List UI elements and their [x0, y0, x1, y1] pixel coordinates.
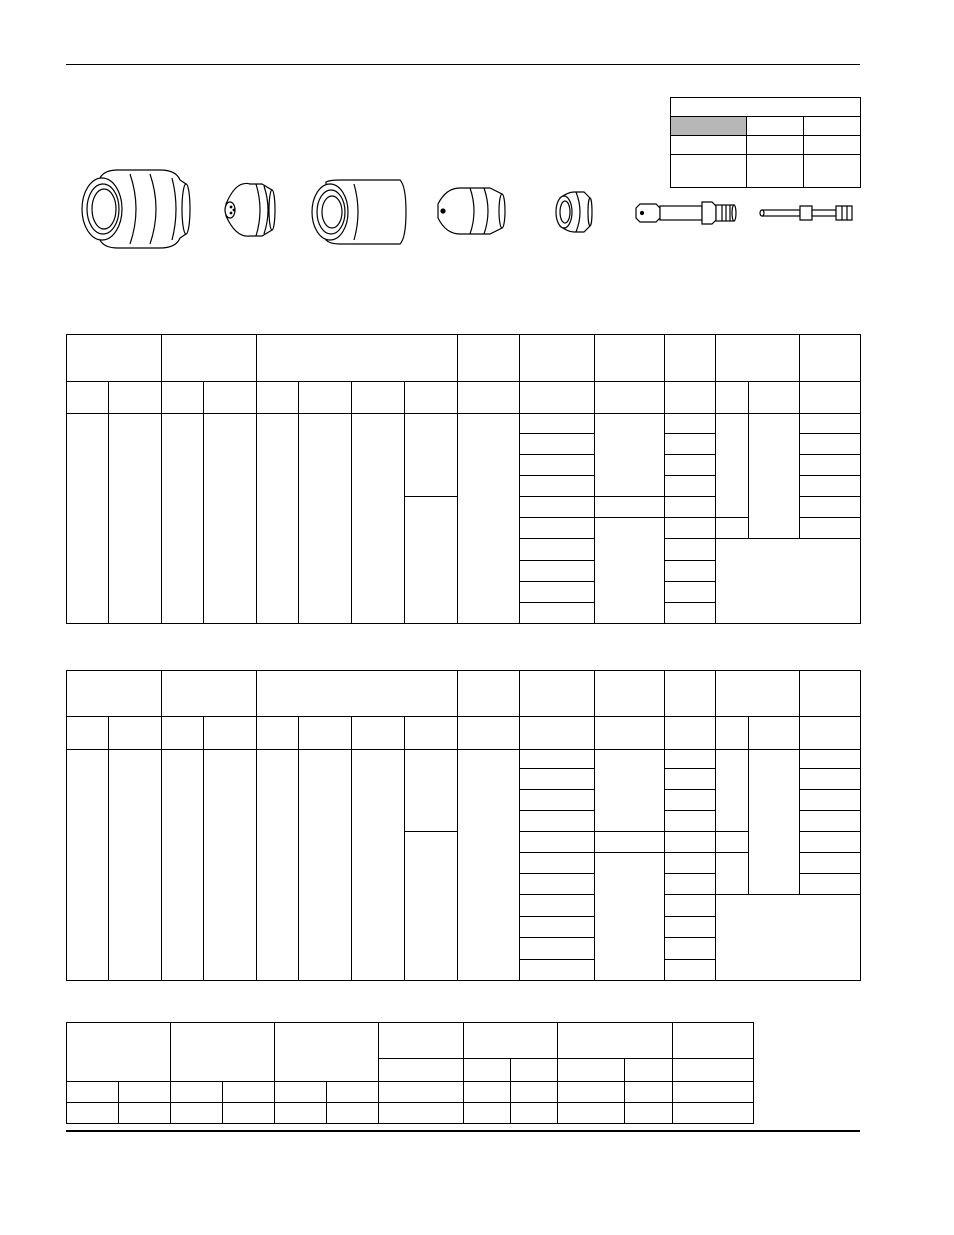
subheader-cell	[162, 382, 204, 414]
data-cell	[665, 539, 716, 561]
data-cell	[800, 832, 861, 853]
data-cell	[67, 414, 109, 624]
subheader-cell	[67, 382, 109, 414]
data-cell	[67, 750, 109, 981]
subheader-cell	[204, 382, 257, 414]
data-cell	[800, 750, 861, 769]
header-cell	[665, 335, 716, 382]
data-cell	[665, 895, 716, 917]
data-cell	[511, 1103, 558, 1124]
data-cell	[595, 414, 665, 497]
data-cell	[171, 1082, 223, 1103]
legend-title-cell	[671, 98, 861, 117]
data-cell	[223, 1082, 275, 1103]
retaining-cap-icon	[82, 170, 190, 248]
subheader-cell	[520, 382, 595, 414]
header-cell	[379, 1023, 464, 1059]
data-cell	[595, 853, 665, 981]
subheader-cell	[458, 382, 520, 414]
subheader-cell	[257, 717, 299, 750]
header-cell	[520, 335, 595, 382]
data-cell	[665, 582, 716, 603]
nozzle-icon	[438, 188, 505, 234]
data-cell	[595, 497, 665, 518]
header-cell	[67, 671, 162, 717]
data-cell	[716, 895, 861, 981]
footer-rule	[66, 1130, 860, 1132]
subheader-cell	[204, 717, 257, 750]
header-rule	[66, 64, 860, 65]
data-cell	[379, 1082, 464, 1103]
data-cell	[520, 790, 595, 811]
data-cell	[716, 539, 861, 624]
data-cell	[299, 750, 352, 981]
header-cell	[520, 671, 595, 717]
data-cell	[67, 1082, 119, 1103]
data-cell	[673, 1082, 754, 1103]
subheader-cell	[595, 717, 665, 750]
data-cell	[665, 811, 716, 832]
data-cell	[352, 750, 405, 981]
data-cell	[665, 790, 716, 811]
header-cell	[716, 671, 800, 717]
data-cell	[665, 874, 716, 895]
header-cell	[800, 671, 861, 717]
data-cell	[520, 561, 595, 582]
legend-shaded-cell	[671, 117, 747, 136]
data-cell	[327, 1082, 379, 1103]
data-cell	[665, 938, 716, 960]
subheader-cell	[665, 717, 716, 750]
data-cell	[665, 455, 716, 476]
data-cell	[464, 1082, 511, 1103]
header-cell	[716, 335, 800, 382]
data-cell	[665, 434, 716, 455]
subheader-cell	[520, 717, 595, 750]
data-cell	[665, 414, 716, 434]
data-cell	[520, 497, 595, 518]
subheader-cell	[665, 382, 716, 414]
data-cell	[405, 497, 458, 624]
data-cell	[716, 832, 749, 853]
data-cell	[458, 414, 520, 624]
header-cell	[458, 671, 520, 717]
subheader-cell	[109, 382, 162, 414]
data-cell	[405, 414, 458, 497]
data-cell	[673, 1103, 754, 1124]
header-cell	[665, 671, 716, 717]
header-cell	[171, 1023, 275, 1082]
data-cell	[665, 561, 716, 582]
header-cell	[257, 335, 458, 382]
data-cell	[665, 518, 716, 539]
consumables-illustration	[0, 160, 954, 260]
header-cell	[162, 335, 257, 382]
data-cell	[716, 414, 749, 518]
data-cell	[520, 853, 595, 874]
data-cell	[162, 750, 204, 981]
data-cell	[665, 476, 716, 497]
data-cell	[800, 518, 861, 539]
subheader-cell	[511, 1059, 558, 1082]
header-cell	[464, 1023, 558, 1059]
data-cell	[458, 750, 520, 981]
header-cell	[595, 671, 665, 717]
data-cell	[800, 455, 861, 476]
header-cell	[595, 335, 665, 382]
data-cell	[800, 497, 861, 518]
data-cell	[595, 832, 665, 853]
data-cell	[800, 811, 861, 832]
data-cell	[379, 1103, 464, 1124]
swirl-ring-icon	[556, 192, 592, 232]
data-cell	[665, 497, 716, 518]
data-cell	[665, 960, 716, 981]
header-cell	[67, 335, 162, 382]
data-cell	[520, 518, 595, 539]
subheader-cell	[162, 717, 204, 750]
legend-cell	[671, 136, 747, 155]
data-cell	[257, 750, 299, 981]
header-cell	[458, 335, 520, 382]
header-cell	[67, 1023, 171, 1082]
data-cell	[520, 414, 595, 434]
subheader-cell	[352, 717, 405, 750]
data-cell	[520, 603, 595, 624]
data-cell	[520, 960, 595, 981]
subheader-cell	[299, 382, 352, 414]
data-cell	[665, 750, 716, 769]
data-cell	[520, 811, 595, 832]
subheader-cell	[716, 382, 749, 414]
header-cell	[800, 335, 861, 382]
parts-table-1	[66, 334, 861, 624]
data-cell	[800, 769, 861, 790]
subheader-cell	[379, 1059, 464, 1082]
data-cell	[520, 917, 595, 938]
data-cell	[162, 414, 204, 624]
subheader-cell	[595, 382, 665, 414]
header-cell	[673, 1023, 754, 1059]
data-cell	[520, 769, 595, 790]
data-cell	[520, 750, 595, 769]
data-cell	[511, 1082, 558, 1103]
data-cell	[520, 455, 595, 476]
data-cell	[800, 790, 861, 811]
header-cell	[558, 1023, 673, 1059]
subheader-cell	[405, 717, 458, 750]
data-cell	[520, 582, 595, 603]
data-cell	[800, 853, 861, 874]
data-cell	[119, 1103, 171, 1124]
shield-icon	[225, 183, 275, 236]
water-tube-icon	[760, 206, 852, 220]
subheader-cell	[673, 1059, 754, 1082]
data-cell	[405, 750, 458, 832]
header-cell	[275, 1023, 379, 1082]
data-cell	[716, 853, 749, 895]
subheader-cell	[625, 1059, 673, 1082]
header-cell	[162, 671, 257, 717]
data-cell	[275, 1103, 327, 1124]
data-cell	[405, 832, 458, 981]
data-cell	[109, 414, 162, 624]
data-cell	[665, 769, 716, 790]
data-cell	[558, 1082, 625, 1103]
subheader-cell	[716, 717, 749, 750]
data-cell	[595, 518, 665, 624]
subheader-cell	[558, 1059, 625, 1082]
legend-cell	[804, 117, 861, 136]
data-cell	[520, 476, 595, 497]
data-cell	[716, 750, 749, 832]
data-cell	[749, 414, 800, 539]
electrode-icon	[636, 202, 736, 224]
data-cell	[716, 518, 749, 539]
data-cell	[109, 750, 162, 981]
subheader-cell	[109, 717, 162, 750]
subheader-cell	[405, 382, 458, 414]
data-cell	[558, 1103, 625, 1124]
subheader-cell	[352, 382, 405, 414]
data-cell	[275, 1082, 327, 1103]
data-cell	[520, 874, 595, 895]
subheader-cell	[67, 717, 109, 750]
data-cell	[119, 1082, 171, 1103]
data-cell	[67, 1103, 119, 1124]
data-cell	[665, 917, 716, 938]
data-cell	[299, 414, 352, 624]
data-cell	[665, 832, 716, 853]
data-cell	[464, 1103, 511, 1124]
subheader-cell	[464, 1059, 511, 1082]
shield-cap-icon	[312, 180, 406, 244]
data-cell	[595, 750, 665, 832]
subheader-cell	[800, 717, 861, 750]
parts-table-2	[66, 670, 861, 981]
data-cell	[204, 414, 257, 624]
data-cell	[520, 434, 595, 455]
data-cell	[625, 1103, 673, 1124]
subheader-cell	[749, 382, 800, 414]
data-cell	[327, 1103, 379, 1124]
data-cell	[520, 539, 595, 561]
settings-table	[66, 1022, 754, 1124]
data-cell	[352, 414, 405, 624]
data-cell	[520, 832, 595, 853]
data-cell	[665, 853, 716, 874]
subheader-cell	[749, 717, 800, 750]
data-cell	[520, 895, 595, 917]
data-cell	[800, 414, 861, 434]
legend-cell	[804, 136, 861, 155]
subheader-cell	[257, 382, 299, 414]
subheader-cell	[458, 717, 520, 750]
data-cell	[665, 603, 716, 624]
legend-cell	[747, 136, 804, 155]
data-cell	[800, 476, 861, 497]
legend-cell	[747, 117, 804, 136]
subheader-cell	[299, 717, 352, 750]
data-cell	[171, 1103, 223, 1124]
data-cell	[257, 414, 299, 624]
data-cell	[800, 434, 861, 455]
header-cell	[257, 671, 458, 717]
data-cell	[223, 1103, 275, 1124]
data-cell	[749, 750, 800, 895]
data-cell	[204, 750, 257, 981]
data-cell	[800, 874, 861, 895]
data-cell	[520, 938, 595, 960]
data-cell	[625, 1082, 673, 1103]
subheader-cell	[800, 382, 861, 414]
